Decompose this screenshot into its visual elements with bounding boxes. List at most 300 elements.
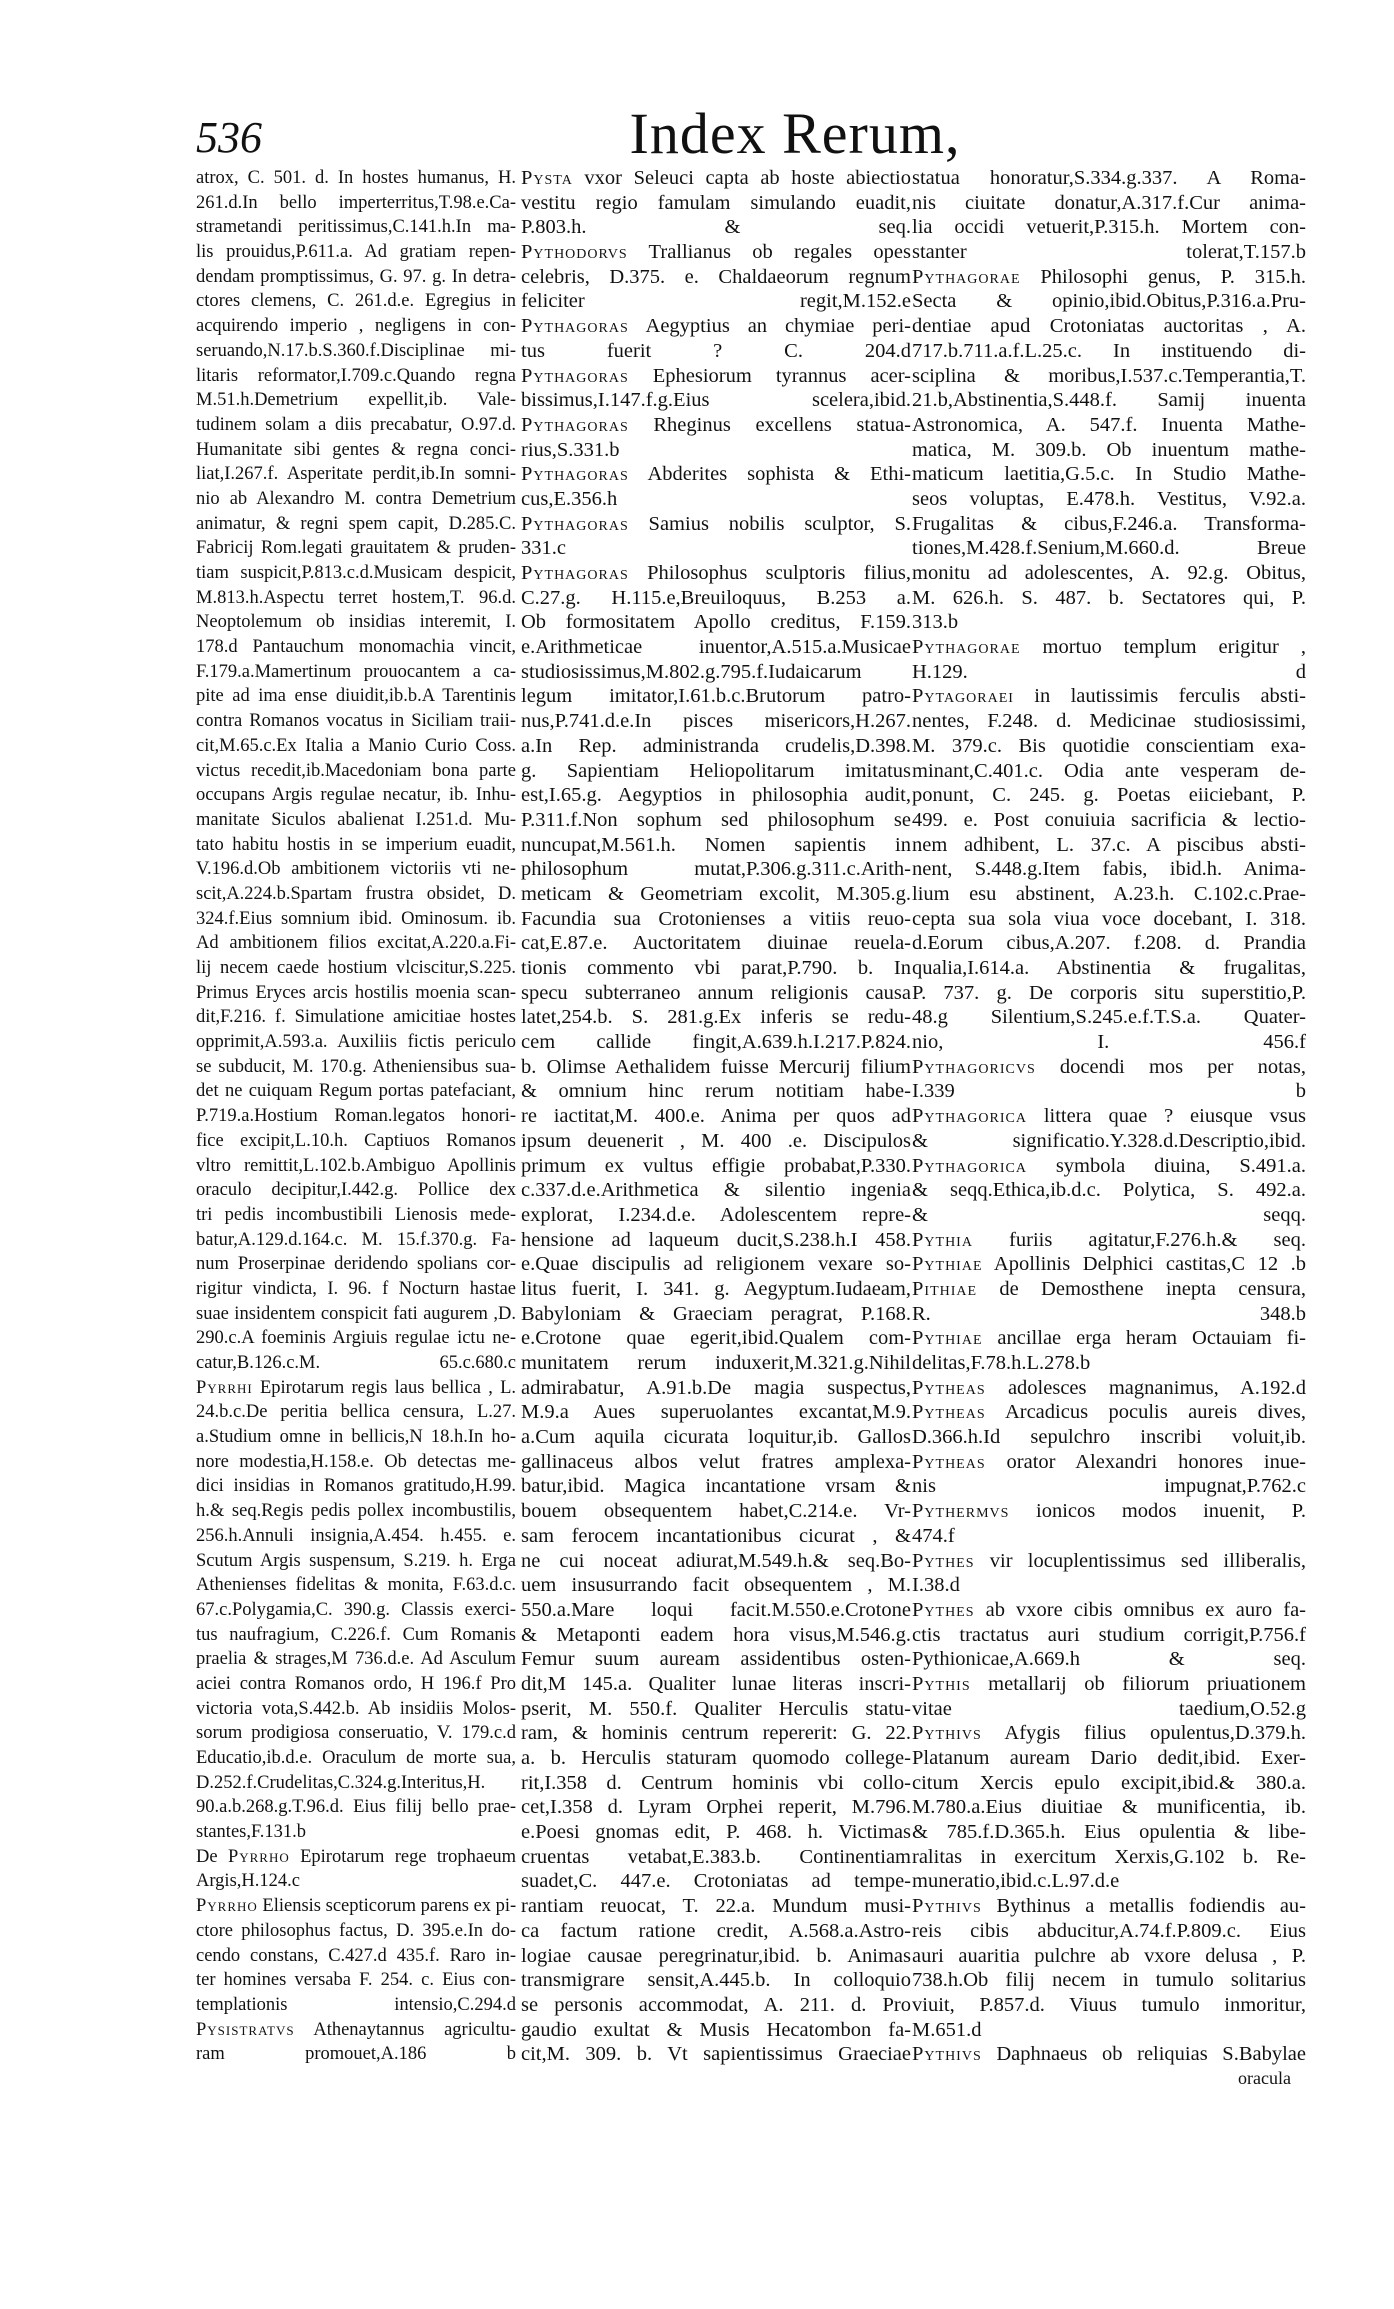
entry-text: Abderites sophista & Ethi-	[628, 463, 911, 486]
index-line	[912, 364, 1306, 389]
index-line	[912, 487, 1306, 512]
index-line	[521, 635, 911, 660]
entry-headword: Pythagoras	[521, 315, 629, 338]
entry-headword: Pytheas	[912, 1376, 986, 1399]
index-entry-heading-line	[521, 166, 911, 191]
entry-text: Philosophi genus, P. 315.h.	[1020, 265, 1306, 288]
entry-text: Athenaytannus agricultu-	[294, 2019, 516, 2040]
entry-text: 24.b.c.De peritia bellica censura, L.27.	[196, 1402, 516, 1423]
entry-text: 178.d Pantauchum monomachia vincit,	[196, 637, 516, 658]
index-entry-heading-line	[521, 512, 911, 537]
entry-headword: Pythiae	[912, 1327, 983, 1350]
index-entry-heading-line	[912, 684, 1306, 709]
index-line	[196, 586, 516, 611]
entry-text: latet,254.b. S. 281.g.Ex inferis se redu-	[521, 1006, 911, 1029]
index-entry-heading-line	[196, 2018, 516, 2043]
entry-text: 90.a.b.268.g.T.96.d. Eius filij bello prae-	[196, 1797, 516, 1818]
entry-text: bouem obsequentem habet,C.214.e. Vr-	[521, 1500, 911, 1523]
index-line	[196, 1795, 516, 1820]
index-line	[521, 1450, 911, 1475]
entry-headword: Pythivs	[912, 1722, 982, 1745]
entry-text: Afygis filius opulentus,D.379.h.	[981, 1722, 1306, 1745]
index-line	[196, 1721, 516, 1746]
index-line	[912, 1474, 1306, 1499]
entry-text: nis impugnat,P.762.c	[912, 1475, 1306, 1498]
index-line	[912, 1178, 1306, 1203]
entry-text: ter homines versaba F. 254. c. Eius con-	[196, 1970, 516, 1991]
index-line	[521, 808, 911, 833]
index-line	[521, 1647, 911, 1672]
index-line	[521, 709, 911, 734]
index-line	[196, 2042, 516, 2067]
index-entry-heading-line	[912, 1252, 1306, 1277]
entry-text: templationis intensio,C.294.d	[196, 1994, 516, 2015]
index-line	[521, 1104, 911, 1129]
index-line	[196, 931, 516, 956]
index-line	[912, 1005, 1306, 1030]
entry-text: h.& seq.Regis pedis pollex incombustilis,	[196, 1501, 516, 1522]
index-entry-heading-line	[521, 462, 911, 487]
index-line	[912, 907, 1306, 932]
index-entry-heading-line	[912, 1549, 1306, 1574]
entry-text: num Proserpinae deridendo spolians cor-	[196, 1254, 516, 1275]
index-entry-heading-line	[912, 1104, 1306, 1129]
entry-headword: Pythagorae	[912, 265, 1021, 288]
index-line	[196, 1869, 516, 1894]
entry-text: P.719.a.Hostium Roman.legatos honori-	[196, 1106, 516, 1127]
index-line	[196, 709, 516, 734]
entry-text: tionis commento vbi parat,P.790. b. In	[521, 957, 911, 979]
index-entry-heading-line	[912, 1055, 1306, 1080]
entry-text: suae insidentem conspicit fati augurem ,D.	[196, 1303, 516, 1324]
entry-text: reis cibis abducitur,A.74.f.P.809.c. Eius	[912, 1919, 1306, 1942]
entry-text: tiam suspicit,P.813.c.d.Musicam despicit,	[196, 563, 516, 583]
entry-text: tudinem solam a diis precabatur, O.97.d.	[196, 414, 516, 435]
index-line	[196, 1302, 516, 1327]
entry-text: acquirendo imperio , negligens in con-	[196, 316, 516, 337]
entry-text: gallinaceus albos velut fratres amplexa-	[521, 1450, 911, 1473]
index-line	[912, 586, 1306, 611]
index-line	[912, 1623, 1306, 1648]
index-line	[912, 1746, 1306, 1771]
entry-text: docendi mos per notas,	[1035, 1055, 1306, 1078]
index-line	[521, 660, 911, 685]
entry-text: cendo constans, C.427.d 435.f. Raro in-	[196, 1945, 516, 1966]
index-line	[521, 1549, 911, 1574]
index-line	[196, 1993, 516, 2018]
index-line	[521, 1005, 911, 1030]
index-line	[521, 1129, 911, 1154]
index-line	[912, 734, 1306, 759]
index-line	[196, 1647, 516, 1672]
index-entry-heading-line	[912, 1326, 1306, 1351]
entry-text: contra Romanos vocatus in Siciliam traii-	[196, 711, 516, 732]
index-line	[912, 166, 1306, 191]
index-line	[196, 215, 516, 240]
index-line	[912, 314, 1306, 339]
entry-headword: Pythiae	[912, 1253, 983, 1276]
index-line	[196, 1919, 516, 1944]
index-line	[912, 413, 1306, 438]
entry-text: ctore philosophus factus, D. 395.e.In do-	[196, 1920, 516, 1941]
entry-text: furiis agitatur,F.276.h.& seq.	[972, 1228, 1306, 1251]
index-entry-heading-line	[912, 1228, 1306, 1253]
entry-text: legum imitator,I.61.b.c.Brutorum patro-	[521, 685, 911, 708]
entry-text: P. 737. g. De corporis situ superstitio,P.	[912, 981, 1306, 1004]
entry-text: Educatio,ib.d.e. Oraculum de morte sua,	[196, 1748, 516, 1768]
index-entry-heading-line	[521, 364, 911, 389]
entry-text: I.38.d	[912, 1574, 960, 1597]
index-line	[912, 882, 1306, 907]
entry-text: Fabricij Rom.legati grauitatem & pruden-	[196, 538, 516, 559]
entry-text: Ephesiorum tyrannus acer-	[628, 364, 911, 387]
entry-text: D.252.f.Crudelitas,C.324.g.Interitus,H.	[196, 1772, 486, 1793]
index-line	[196, 265, 516, 290]
index-line	[912, 561, 1306, 586]
entry-headword: Pythodorvs	[521, 241, 628, 264]
entry-text: munitatem rerum induxerit,M.321.g.Nihil	[521, 1352, 911, 1374]
index-line	[912, 931, 1306, 956]
entry-text: Bythinus a metallis fodiendis au-	[981, 1895, 1306, 1918]
entry-text: 256.h.Annuli insignia,A.454. h.455. e.	[196, 1525, 516, 1546]
entry-text: lia occidi vetuerit,P.315.h. Mortem con-	[912, 216, 1306, 239]
entry-text: vir locuplentissimus sed illiberalis,	[974, 1549, 1306, 1572]
index-column-right	[912, 166, 1306, 2067]
entry-text: ctis tractatus auri studium corrigit,P.756.f	[912, 1623, 1306, 1646]
entry-text: Facundia sua Crotonienses a vitiis reuo-	[521, 907, 911, 930]
index-line	[912, 709, 1306, 734]
entry-text: liat,I.267.f. Asperitate perdit,ib.In somni-	[196, 464, 516, 485]
entry-text: R. 348.b	[912, 1302, 1306, 1325]
entry-text: Scutum Argis suspensum, S.219. h. Erga	[196, 1550, 516, 1571]
entry-text: victoria vota,S.442.b. Ab insidiis Molos-	[196, 1698, 516, 1719]
index-line	[196, 759, 516, 784]
index-line	[912, 1573, 1306, 1598]
index-line	[521, 1524, 911, 1549]
entry-text: oraculo decipitur,I.442.g. Pollice dex	[196, 1180, 516, 1201]
entry-text: statua honoratur,S.334.g.337. A Roma-	[912, 167, 1306, 189]
index-line	[521, 1425, 911, 1450]
entry-text: fice excipit,L.10.h. Captiuos Romanos	[196, 1130, 516, 1151]
entry-text: ancillae erga heram Octauiam fi-	[982, 1327, 1306, 1350]
index-line	[521, 882, 911, 907]
entry-text: cus,E.356.h	[521, 487, 618, 510]
entry-text: a.In Rep. administranda crudelis,D.398.	[521, 734, 911, 757]
entry-text: a.Studium omne in bellicis,N 18.h.In ho-	[196, 1427, 516, 1448]
entry-text: 48.g Silentium,S.245.e.f.T.S.a. Quater-	[912, 1006, 1306, 1029]
index-entry-heading-line	[521, 413, 911, 438]
index-line	[521, 586, 911, 611]
entry-text: opprimit,A.593.a. Auxiliis fictis periculo	[196, 1032, 516, 1053]
entry-headword: Pytheas	[912, 1401, 986, 1424]
index-line	[196, 833, 516, 858]
entry-text: sorum prodigiosa conseruatio, V. 179.c.d	[196, 1723, 516, 1744]
index-line	[196, 1228, 516, 1253]
index-line	[912, 191, 1306, 216]
entry-text: orator Alexandri honores inue-	[985, 1450, 1306, 1473]
entry-text: viuit, P.857.d. Viuus tumulo inmoritur,	[912, 1993, 1306, 2016]
entry-text: 738.h.Ob filij necem in tumulo solitarius	[912, 1969, 1306, 1992]
entry-text: nio, I. 456.f	[912, 1031, 1306, 1054]
entry-text: animatur, & regni spem capit, D.285.C.	[196, 513, 516, 534]
index-entry-heading-line	[912, 635, 1306, 660]
entry-text: stantes,F.131.b	[196, 1822, 307, 1843]
index-line	[912, 1079, 1306, 1104]
index-line	[196, 1005, 516, 1030]
index-line	[196, 1672, 516, 1697]
entry-text: cepta sua sola viua voce docebant, I. 318.	[912, 907, 1306, 930]
entry-text: b. Olimse Aethalidem fuisse Mercurij filium	[521, 1055, 911, 1078]
entry-text: vestitu regio famulam simulando euadit,	[521, 191, 911, 214]
entry-text: symbola diuina, S.491.a.	[1026, 1154, 1306, 1177]
index-line	[196, 240, 516, 265]
entry-text: dentiae apud Crotoniatas auctoritas , A.	[912, 315, 1306, 338]
entry-headword: Pythes	[912, 1549, 975, 1572]
entry-headword: Pythagorica	[912, 1105, 1027, 1128]
entry-text: uem insusurrando facit obsequentem , M.	[521, 1574, 911, 1597]
index-line	[912, 1030, 1306, 1055]
entry-text: ram, & hominis centrum repererit: G. 22.	[521, 1722, 911, 1745]
index-line	[912, 1129, 1306, 1154]
index-column-middle	[521, 166, 911, 2067]
entry-text: tus naufragium, C.226.f. Cum Romanis	[196, 1624, 516, 1645]
entry-headword: Pysistratvs	[196, 2019, 295, 2040]
index-entry-heading-line	[196, 1894, 516, 1919]
index-entry-heading-line	[912, 1499, 1306, 1524]
index-line	[521, 339, 911, 364]
index-entry-heading-line	[912, 1894, 1306, 1919]
index-line	[196, 191, 516, 216]
entry-text: muneratio,ibid.c.L.97.d.e	[912, 1870, 1120, 1893]
index-line	[912, 215, 1306, 240]
entry-text: sam ferocem incantationibus cicurat , &	[521, 1524, 911, 1547]
entry-text: seos voluptas, E.478.h. Vestitus, V.92.a.	[912, 487, 1306, 510]
index-line	[912, 956, 1306, 981]
entry-text: ne cui noceat adiurat,M.549.h.& seq.Bo-	[521, 1549, 911, 1572]
index-entry-heading-line	[912, 1376, 1306, 1401]
index-entry-heading-line	[912, 1598, 1306, 1623]
index-line	[196, 882, 516, 907]
entry-text: dit,M 145.a. Qualiter lunae literas inscri-	[521, 1672, 911, 1695]
index-line	[912, 783, 1306, 808]
entry-text: delitas,F.78.h.L.278.b	[912, 1352, 1091, 1374]
entry-headword: Pythagoras	[521, 364, 629, 387]
index-line	[196, 808, 516, 833]
index-line	[196, 857, 516, 882]
entry-text: celebris, D.375. e. Chaldaeorum regnum	[521, 265, 911, 288]
index-line	[196, 1968, 516, 1993]
index-line	[912, 1845, 1306, 1870]
entry-headword: Pythagorae	[912, 636, 1021, 659]
entry-text: Secta & opinio,ibid.Obitus,P.316.a.Pru-	[912, 290, 1306, 313]
entry-text: 474.f	[912, 1524, 955, 1547]
index-line	[912, 1944, 1306, 1969]
index-entry-heading-line	[912, 1721, 1306, 1746]
index-entry-heading-line	[912, 1672, 1306, 1697]
entry-text: hensione ad laqueum ducit,S.238.h.I 458.	[521, 1228, 911, 1251]
entry-headword: Pythagorica	[912, 1154, 1027, 1177]
entry-text: Athenienses fidelitas & monita, F.63.d.c.	[196, 1575, 516, 1596]
entry-text: catur,B.126.c.M. 65.c.680.c	[196, 1353, 516, 1373]
index-line	[521, 1030, 911, 1055]
index-entry-heading-line	[912, 2042, 1306, 2067]
entry-text: vitae taedium,O.52.g	[912, 1697, 1306, 1720]
index-line	[521, 1228, 911, 1253]
index-line	[196, 314, 516, 339]
index-line	[912, 833, 1306, 858]
entry-text: adolesces magnanimus, A.192.d	[985, 1376, 1306, 1399]
entry-text: dit,F.216. f. Simulatione amicitiae hostes	[196, 1007, 516, 1028]
entry-text: D.366.h.Id sepulchro inscribi voluit,ib.	[912, 1426, 1306, 1449]
index-line	[196, 462, 516, 487]
entry-text: vltro remittit,L.102.b.Ambiguo Apollinis	[196, 1155, 516, 1176]
entry-text: se subducit, M. 170.g. Atheniensibus sua-	[196, 1056, 516, 1077]
index-line	[196, 1154, 516, 1179]
entry-text: M.9.a Aues superuolantes excantat,M.9.	[521, 1401, 911, 1424]
entry-text: sciplina & moribus,I.537.c.Temperantia,T.	[912, 364, 1306, 387]
entry-text: 67.c.Polygamia,C. 390.g. Classis exerci-	[196, 1599, 516, 1620]
entry-text: logiae causae peregrinatur,ibid. b. Animas	[521, 1944, 911, 1967]
entry-text: 550.a.Mare loqui facit.M.550.e.Crotone	[521, 1598, 911, 1621]
entry-headword: Pythia	[912, 1228, 973, 1251]
index-line	[196, 1030, 516, 1055]
index-line	[196, 512, 516, 537]
entry-text: praelia & strages,M 736.d.e. Ad Asculum	[196, 1649, 516, 1670]
entry-text: Femur suum auream assidentibus osten-	[521, 1648, 911, 1671]
entry-text: atrox, C. 501. d. In hostes humanus, H.	[196, 168, 516, 188]
entry-text: 717.b.711.a.f.L.25.c. In instituendo di-	[912, 339, 1306, 362]
index-line	[521, 1993, 911, 2018]
index-line	[912, 1869, 1306, 1894]
index-line	[196, 1400, 516, 1425]
entry-text: lium esu abstinent, A.23.h. C.102.c.Prae-	[912, 882, 1306, 905]
entry-text: H.129. d	[912, 660, 1306, 683]
entry-text: strametandi peritissimus,C.141.h.In ma-	[196, 217, 516, 238]
index-line	[196, 1474, 516, 1499]
entry-text: ralitas in exercitum Xerxis,G.102 b. Re-	[912, 1845, 1306, 1868]
entry-text: nore modestia,H.158.e. Ob detectas me-	[196, 1451, 516, 1472]
entry-text: rigitur vindicta, I. 96. f Nocturn hastae	[196, 1278, 516, 1299]
index-line	[912, 1795, 1306, 1820]
entry-headword: Pytheas	[912, 1450, 986, 1473]
entry-text: nentes, F.248. d. Medicinae studiosissimi,	[912, 710, 1306, 733]
entry-text: Epirotarum rege trophaeum	[289, 1846, 516, 1867]
index-line	[521, 1919, 911, 1944]
index-line	[196, 1055, 516, 1080]
index-line	[521, 2042, 911, 2067]
index-line	[196, 1598, 516, 1623]
catchword: oracula	[1238, 2068, 1291, 2088]
entry-text: scit,A.224.b.Spartam frustra obsidet, D.	[196, 883, 516, 904]
index-line	[521, 1845, 911, 1870]
entry-text: & significatio.Y.328.d.Descriptio,ibid.	[912, 1129, 1306, 1152]
entry-text: M.780.a.Eius diuitiae & munificentia, ib.	[912, 1796, 1306, 1819]
entry-text: dici insidias in Romanos gratitudo,H.99.	[196, 1476, 516, 1497]
entry-headword: Pytagoraei	[912, 685, 1014, 708]
entry-text: ab vxore cibis omnibus ex auro fa-	[974, 1598, 1306, 1621]
index-line	[196, 1252, 516, 1277]
index-line	[196, 1351, 516, 1376]
index-line	[196, 981, 516, 1006]
entry-text: admirabatur, A.91.b.De magia suspectus,	[521, 1376, 911, 1399]
index-line	[521, 1573, 911, 1598]
index-line	[912, 1203, 1306, 1228]
index-line	[521, 1302, 911, 1327]
index-line	[912, 438, 1306, 463]
entry-text: Argis,H.124.c	[196, 1871, 300, 1892]
index-line	[521, 759, 911, 784]
index-line	[196, 438, 516, 463]
entry-prefix: De	[196, 1846, 228, 1867]
index-line	[912, 660, 1306, 685]
index-line	[912, 808, 1306, 833]
index-line	[912, 1524, 1306, 1549]
entry-text: ionicos modos inuenit, P.	[1009, 1500, 1306, 1523]
index-line	[521, 1820, 911, 1845]
index-entry-heading-line	[912, 265, 1306, 290]
entry-text: vxor Seleuci capta ab hoste abiectio	[572, 167, 911, 189]
entry-text: occupans Argis regulae necatur, ib. Inhu-	[196, 785, 516, 806]
entry-headword: Pythis	[912, 1672, 971, 1695]
index-line	[196, 1623, 516, 1648]
entry-text: ctores clemens, C. 261.d.e. Egregius in	[196, 291, 516, 312]
index-line	[521, 1598, 911, 1623]
entry-text: in lautissimis ferculis absti-	[1013, 685, 1306, 708]
entry-text: M. 626.h. S. 487. b. Sectatores qui, P.	[912, 586, 1306, 609]
entry-text: littera quae ? eiusque vsus	[1026, 1105, 1306, 1128]
entry-text: nus,P.741.d.e.In pisces misericors,H.267.	[521, 710, 911, 733]
index-entry-heading-line	[196, 1376, 516, 1401]
index-line	[196, 289, 516, 314]
index-line	[912, 1919, 1306, 1944]
entry-text: re iactitat,M. 400.e. Anima per quos ad	[521, 1105, 911, 1128]
entry-text: V.196.d.Ob ambitionem victoriis vti ne-	[196, 859, 516, 880]
entry-text: mortuo templum erigitur ,	[1020, 636, 1306, 659]
index-line	[196, 907, 516, 932]
index-line	[521, 1351, 911, 1376]
entry-text: Babyloniam & Graeciam peragrat, P.168.	[521, 1302, 911, 1325]
index-line	[912, 339, 1306, 364]
index-line	[521, 857, 911, 882]
index-entry-heading-line	[521, 314, 911, 339]
index-line	[521, 1400, 911, 1425]
entry-text: cem callide fingit,A.639.h.I.217.P.824.	[521, 1031, 911, 1054]
index-line	[196, 1820, 516, 1845]
index-entry-heading-line	[196, 1845, 516, 1870]
index-line	[521, 1746, 911, 1771]
entry-text: gaudio exultat & Musis Hecatombon fa-	[521, 2018, 911, 2041]
index-line	[521, 981, 911, 1006]
index-line	[521, 1697, 911, 1722]
entry-text: auri auaritia pulchre ab vxore delusa , P.	[912, 1944, 1306, 1967]
entry-text: ram promouet,A.186 b	[196, 2044, 516, 2065]
index-line	[521, 1203, 911, 1228]
index-line	[521, 1894, 911, 1919]
entry-text: Aegyptius an chymiae peri-	[628, 315, 911, 338]
index-line	[521, 1795, 911, 1820]
entry-text: nem adhibent, L. 37.c. A piscibus absti-	[912, 833, 1306, 856]
entry-text: e.Poesi gnomas edit, P. 468. h. Victimas	[521, 1821, 911, 1844]
entry-text: ponunt, C. 245. g. Poetas eiiciebant, P.	[912, 784, 1306, 807]
index-line	[521, 1771, 911, 1796]
entry-text: Eliensis scepticorum parens ex pi-	[257, 1896, 516, 1917]
entry-text: feliciter regit,M.152.e	[521, 290, 911, 313]
entry-text: Ad ambitionem filios excitat,A.220.a.Fi-	[196, 933, 516, 954]
index-line	[521, 1474, 911, 1499]
entry-text: Daphnaeus ob reliquias S.Babylae	[981, 2043, 1306, 2066]
entry-text: rius,S.331.b	[521, 438, 620, 461]
index-line	[196, 783, 516, 808]
